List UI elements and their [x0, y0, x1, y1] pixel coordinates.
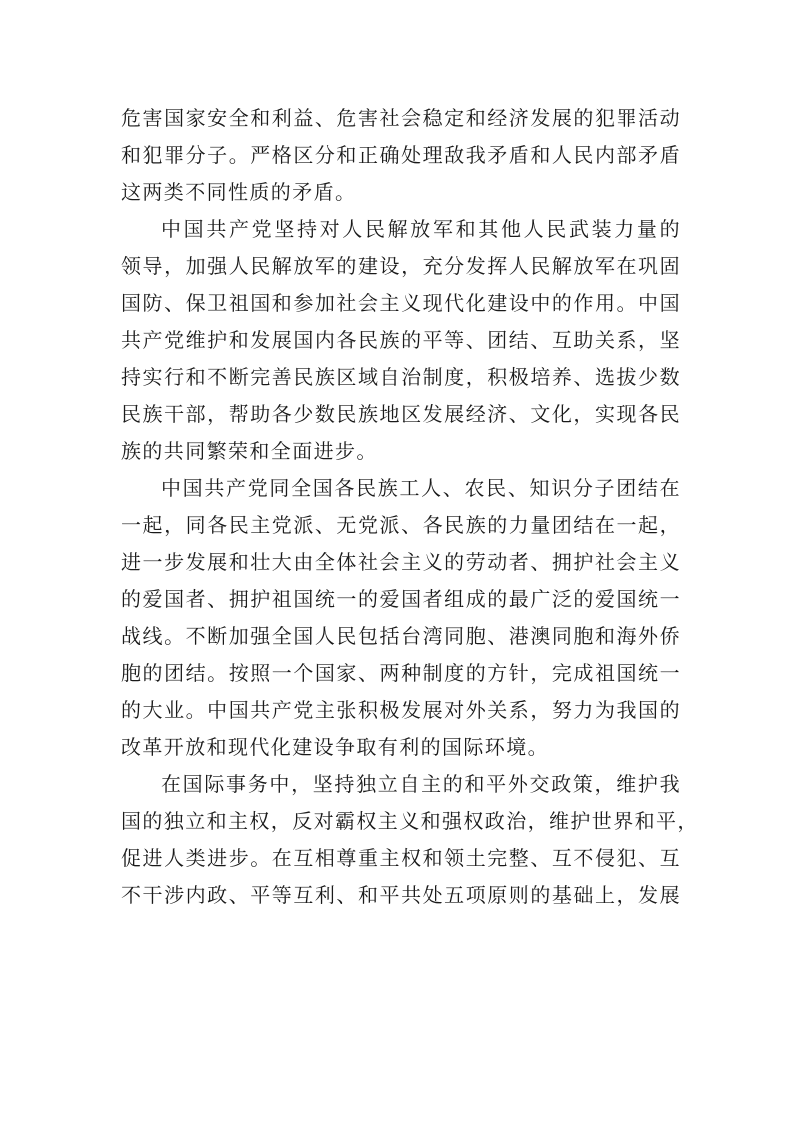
text-line: 的大业。中国共产党主张积极发展对外关系，努力为我国的 [121, 698, 681, 722]
paragraph [121, 100, 681, 211]
text-line: 不干涉内政、平等互利、和平共处五项原则的基础上，发展 [121, 883, 681, 907]
text-line: 持实行和不断完善民族区域自治制度，积极培养、选拔少数 [121, 365, 681, 389]
body-text [121, 100, 699, 914]
paragraph [121, 211, 681, 470]
text-line: 危害国家安全和利益、危害社会稳定和经济发展的犯罪活动 [121, 106, 681, 130]
text-line: 的爱国者、拥护祖国统一的爱国者组成的最广泛的爱国统一 [121, 587, 681, 611]
text-line: 促进人类进步。在互相尊重主权和领土完整、互不侵犯、互 [121, 846, 681, 870]
text-line: 族的共同繁荣和全面进步。 [121, 439, 378, 463]
text-line: 这两类不同性质的矛盾。 [121, 180, 357, 204]
text-line: 中国共产党坚持对人民解放军和其他人民武装力量的 [161, 217, 681, 241]
text-line: 领导，加强人民解放军的建设，充分发挥人民解放军在巩固 [121, 254, 681, 278]
text-line: 中国共产党同全国各民族工人、农民、知识分子团结在 [161, 476, 681, 500]
text-line: 胞的团结。按照一个国家、两种制度的方针，完成祖国统一 [121, 661, 681, 685]
text-line: 改革开放和现代化建设争取有利的国际环境。 [121, 735, 549, 759]
text-line: 国防、保卫祖国和参加社会主义现代化建设中的作用。中国 [121, 291, 681, 315]
text-line: 民族干部，帮助各少数民族地区发展经济、文化，实现各民 [121, 402, 681, 426]
paragraph [121, 470, 681, 766]
text-line: 在国际事务中，坚持独立自主的和平外交政策，维护我 [161, 772, 681, 796]
text-line: 一起，同各民主党派、无党派、各民族的力量团结在一起， [121, 513, 681, 537]
text-line: 国的独立和主权，反对霸权主义和强权政治，维护世界和平， [121, 809, 699, 833]
text-line: 共产党维护和发展国内各民族的平等、团结、互助关系，坚 [121, 328, 681, 352]
text-line: 战线。不断加强全国人民包括台湾同胞、港澳同胞和海外侨 [121, 624, 681, 648]
text-line: 和犯罪分子。严格区分和正确处理敌我矛盾和人民内部矛盾 [121, 143, 681, 167]
paragraph [121, 766, 699, 914]
text-line: 进一步发展和壮大由全体社会主义的劳动者、拥护社会主义 [121, 550, 681, 574]
